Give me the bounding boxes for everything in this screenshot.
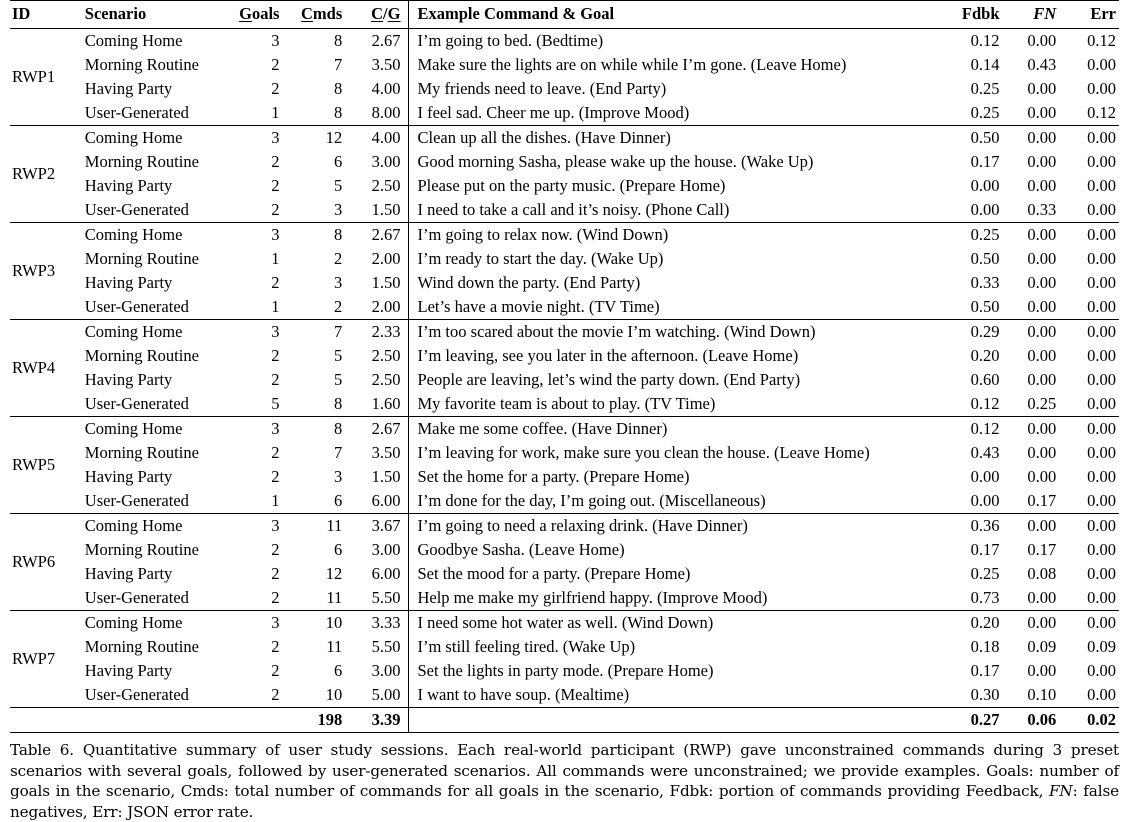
false-negatives: 0.00 [1027, 661, 1057, 680]
false-negatives: 0.00 [1027, 467, 1057, 486]
false-negatives: 0.00 [1027, 443, 1057, 462]
caption-text: Quantitative summary of user study sessions. Each real-world participant (RWP) gave unconstrained commands during 3 preset scenarios with several goals, followed by user-generated scenarios. All commands were unconstrained; we provide examples. Goals: number of goals in the scenario, Cmds: total number of commands for all goals in the scenario, Fdbk: portion of commands providing Feedback, FN: false negatives, Err: JSON error rate. [10, 741, 1119, 821]
example-command: I’m too scared about the movie I’m watching. (Wind Down) [409, 320, 943, 344]
commands-count: 8 [334, 79, 343, 98]
goals-count: 2 [271, 273, 280, 292]
table-row [10, 29, 1119, 54]
example-command: Make sure the lights are on while while I’m gone. (Leave Home) [409, 53, 943, 77]
commands-count: 6 [334, 491, 343, 510]
feedback-rate: 0.43 [970, 443, 1000, 462]
feedback-rate: 0.50 [970, 128, 1000, 147]
commands-count: 12 [325, 128, 343, 147]
false-negatives: 0.00 [1027, 31, 1057, 50]
commands-count: 3 [334, 273, 343, 292]
example-command: I feel sad. Cheer me up. (Improve Mood) [409, 101, 943, 126]
column-header-fn: FN [1006, 1, 1063, 29]
goals-count: 2 [271, 540, 280, 559]
cg-mnemonic-c: C [371, 4, 384, 23]
scenario-name: Having Party [84, 467, 173, 486]
error-rate: 0.12 [1087, 103, 1116, 122]
false-negatives: 0.33 [1027, 200, 1057, 219]
feedback-rate: 0.25 [970, 564, 1000, 583]
feedback-rate: 0.00 [970, 176, 1000, 195]
commands-count: 7 [334, 55, 343, 74]
error-rate: 0.00 [1087, 128, 1116, 147]
commands-count: 10 [325, 685, 343, 704]
commands-count: 10 [325, 613, 343, 632]
goals-count: 3 [271, 225, 280, 244]
scenario-name: User-Generated [84, 394, 189, 413]
error-rate: 0.00 [1087, 685, 1116, 704]
goals-mnemonic-letter: G [239, 4, 252, 23]
example-command: I want to have soup. (Mealtime) [409, 683, 943, 708]
false-negatives: 0.00 [1027, 79, 1057, 98]
scenario-name: User-Generated [84, 588, 189, 607]
goals-count: 2 [271, 661, 280, 680]
cmds-per-goal: 2.67 [371, 31, 401, 50]
goals-count: 3 [271, 419, 280, 438]
participant-id: RWP2 [12, 164, 56, 183]
scenario-name: Morning Routine [84, 152, 199, 171]
participant-id: RWP1 [12, 67, 56, 86]
scenario-name: Morning Routine [84, 346, 199, 365]
scenario-name: User-Generated [84, 200, 189, 219]
cmds-per-goal: 3.00 [371, 540, 401, 559]
example-command: Clean up all the dishes. (Have Dinner) [409, 126, 943, 150]
feedback-rate: 0.25 [970, 79, 1000, 98]
goals-count: 1 [271, 103, 280, 122]
table-row [10, 562, 1119, 586]
error-rate: 0.00 [1087, 491, 1116, 510]
error-rate: 0.00 [1087, 79, 1116, 98]
commands-count: 6 [334, 661, 343, 680]
false-negatives: 0.43 [1027, 55, 1057, 74]
feedback-rate: 0.12 [970, 419, 1000, 438]
cmds-per-goal: 2.33 [371, 322, 401, 341]
cmds-per-goal: 2.67 [371, 225, 401, 244]
example-command: My favorite team is about to play. (TV Time) [409, 392, 943, 417]
table-row [10, 174, 1119, 198]
table-row [10, 441, 1119, 465]
cmds-per-goal: 2.67 [371, 419, 401, 438]
false-negatives: 0.00 [1027, 128, 1057, 147]
goals-count: 3 [271, 613, 280, 632]
cmds-per-goal: 3.00 [371, 152, 401, 171]
table-row [10, 611, 1119, 635]
cmds-per-goal: 3.50 [371, 443, 401, 462]
table-row [10, 198, 1119, 223]
cmds-per-goal: 1.50 [371, 200, 401, 219]
example-command: Set the mood for a party. (Prepare Home) [409, 562, 943, 586]
scenario-name: Coming Home [84, 225, 183, 244]
feedback-rate: 0.25 [970, 103, 1000, 122]
goals-count: 2 [271, 152, 280, 171]
example-command: People are leaving, let’s wind the party down. (End Party) [409, 368, 943, 392]
feedback-rate: 0.00 [970, 491, 1000, 510]
table-row [10, 465, 1119, 489]
goals-count: 2 [271, 588, 280, 607]
feedback-rate: 0.12 [970, 31, 1000, 50]
cmds-per-goal: 8.00 [371, 103, 401, 122]
feedback-rate: 0.17 [970, 152, 1000, 171]
feedback-rate: 0.20 [970, 346, 1000, 365]
table-row [10, 247, 1119, 271]
table-row [10, 489, 1119, 514]
cg-mnemonic-g: G [387, 4, 401, 23]
scenario-name: Morning Routine [84, 55, 199, 74]
false-negatives: 0.00 [1027, 225, 1057, 244]
goals-count: 2 [271, 176, 280, 195]
error-rate: 0.00 [1087, 152, 1116, 171]
goals-count: 2 [271, 55, 280, 74]
table-row [10, 392, 1119, 417]
goals-count: 1 [271, 297, 280, 316]
table-total-row [10, 708, 1119, 733]
false-negatives: 0.00 [1027, 322, 1057, 341]
example-command: Wind down the party. (End Party) [409, 271, 943, 295]
example-command: I’m ready to start the day. (Wake Up) [409, 247, 943, 271]
false-negatives: 0.00 [1027, 346, 1057, 365]
example-command: Make me some coffee. (Have Dinner) [409, 417, 943, 441]
feedback-rate: 0.14 [970, 55, 1000, 74]
example-command: Set the lights in party mode. (Prepare Home) [409, 659, 943, 683]
cg-slash: / [383, 4, 388, 23]
cmds-per-goal: 5.50 [371, 588, 401, 607]
total-cmds: 198 [287, 708, 351, 733]
scenario-name: User-Generated [84, 685, 189, 704]
feedback-rate: 0.25 [970, 225, 1000, 244]
column-header-goals [225, 1, 288, 29]
participant-id: RWP7 [12, 649, 56, 668]
scenario-name: Having Party [84, 273, 173, 292]
false-negatives: 0.00 [1027, 516, 1057, 535]
commands-count: 5 [334, 370, 343, 389]
table-row [10, 77, 1119, 101]
false-negatives: 0.00 [1027, 249, 1057, 268]
example-command: Good morning Sasha, please wake up the house. (Wake Up) [409, 150, 943, 174]
error-rate: 0.00 [1087, 516, 1116, 535]
example-command: I need to take a call and it’s noisy. (Phone Call) [409, 198, 943, 223]
commands-count: 8 [334, 31, 343, 50]
feedback-rate: 0.50 [970, 297, 1000, 316]
error-rate: 0.00 [1087, 370, 1116, 389]
total-cg: 3.39 [351, 708, 409, 733]
cmds-per-goal: 1.60 [371, 394, 401, 413]
error-rate: 0.00 [1087, 661, 1116, 680]
error-rate: 0.00 [1087, 273, 1116, 292]
commands-count: 11 [326, 637, 343, 656]
false-negatives: 0.00 [1027, 297, 1057, 316]
column-header-cmds [287, 1, 351, 29]
error-rate: 0.00 [1087, 346, 1116, 365]
example-command: I’m going to bed. (Bedtime) [409, 29, 943, 54]
cmds-per-goal: 3.33 [371, 613, 401, 632]
scenario-name: Coming Home [84, 128, 183, 147]
column-header-fdbk: Fdbk [943, 1, 1006, 29]
goals-count: 3 [271, 516, 280, 535]
table-row [10, 586, 1119, 611]
table-row [10, 101, 1119, 126]
scenario-name: Morning Routine [84, 540, 199, 559]
quantitative-summary-table [10, 0, 1119, 733]
table-row [10, 53, 1119, 77]
error-rate: 0.09 [1087, 637, 1116, 656]
table-header-row [10, 1, 1119, 29]
goals-count: 2 [271, 79, 280, 98]
error-rate: 0.00 [1087, 176, 1116, 195]
error-rate: 0.00 [1087, 588, 1116, 607]
total-scen [73, 708, 225, 733]
total-err: 0.02 [1062, 708, 1119, 733]
false-negatives: 0.25 [1027, 394, 1057, 413]
table-row [10, 271, 1119, 295]
scenario-name: Coming Home [84, 31, 183, 50]
total-id [10, 708, 73, 733]
feedback-rate: 0.17 [970, 540, 1000, 559]
participant-id: RWP5 [12, 455, 56, 474]
goals-count: 2 [271, 443, 280, 462]
goals-count: 1 [271, 491, 280, 510]
cmds-mnemonic-letter: C [301, 4, 313, 23]
scenario-name: Having Party [84, 370, 173, 389]
table-row [10, 659, 1119, 683]
false-negatives: 0.00 [1027, 152, 1057, 171]
cmds-per-goal: 1.50 [371, 273, 401, 292]
example-command: Please put on the party music. (Prepare Home) [409, 174, 943, 198]
scenario-name: Morning Routine [84, 249, 199, 268]
cmds-per-goal: 6.00 [371, 491, 401, 510]
goals-count: 3 [271, 322, 280, 341]
commands-count: 11 [326, 516, 343, 535]
example-command: I’m done for the day, I’m going out. (Miscellaneous) [409, 489, 943, 514]
commands-count: 6 [334, 540, 343, 559]
commands-count: 8 [334, 419, 343, 438]
example-command: I need some hot water as well. (Wind Down) [409, 611, 943, 635]
cmds-per-goal: 3.67 [371, 516, 401, 535]
error-rate: 0.12 [1087, 31, 1116, 50]
caption-number: Table 6. [10, 741, 75, 759]
scenario-name: Coming Home [84, 322, 183, 341]
feedback-rate: 0.73 [970, 588, 1000, 607]
false-negatives: 0.00 [1027, 273, 1057, 292]
false-negatives: 0.09 [1027, 637, 1057, 656]
feedback-rate: 0.00 [970, 200, 1000, 219]
example-command: Set the home for a party. (Prepare Home) [409, 465, 943, 489]
error-rate: 0.00 [1087, 249, 1116, 268]
table-row [10, 538, 1119, 562]
commands-count: 8 [334, 225, 343, 244]
commands-count: 6 [334, 152, 343, 171]
goals-count: 2 [271, 370, 280, 389]
error-rate: 0.00 [1087, 564, 1116, 583]
error-rate: 0.00 [1087, 55, 1116, 74]
example-command: Let’s have a movie night. (TV Time) [409, 295, 943, 320]
cmds-per-goal: 1.50 [371, 467, 401, 486]
cmds-per-goal: 2.50 [371, 176, 401, 195]
table-row [10, 344, 1119, 368]
false-negatives: 0.00 [1027, 613, 1057, 632]
table-row [10, 320, 1119, 344]
participant-id: RWP6 [12, 552, 56, 571]
goals-count: 3 [271, 128, 280, 147]
total-goals [225, 708, 288, 733]
cmds-per-goal: 4.00 [371, 79, 401, 98]
feedback-rate: 0.60 [970, 370, 1000, 389]
table-row [10, 683, 1119, 708]
commands-count: 8 [334, 103, 343, 122]
cmds-per-goal: 6.00 [371, 564, 401, 583]
error-rate: 0.00 [1087, 467, 1116, 486]
scenario-name: User-Generated [84, 103, 189, 122]
commands-count: 11 [326, 588, 343, 607]
error-rate: 0.00 [1087, 297, 1116, 316]
scenario-name: User-Generated [84, 297, 189, 316]
commands-count: 7 [334, 322, 343, 341]
example-command: I’m going to relax now. (Wind Down) [409, 223, 943, 247]
commands-count: 7 [334, 443, 343, 462]
table-row [10, 223, 1119, 247]
scenario-name: Coming Home [84, 516, 183, 535]
table-row [10, 417, 1119, 441]
false-negatives: 0.00 [1027, 419, 1057, 438]
example-command: I’m still feeling tired. (Wake Up) [409, 635, 943, 659]
scenario-name: Having Party [84, 564, 173, 583]
commands-count: 8 [334, 394, 343, 413]
commands-count: 5 [334, 176, 343, 195]
table-caption [10, 740, 1119, 822]
example-command: Help me make my girlfriend happy. (Improve Mood) [409, 586, 943, 611]
goals-count: 3 [271, 31, 280, 50]
table-row [10, 635, 1119, 659]
example-command: I’m leaving for work, make sure you clean the house. (Leave Home) [409, 441, 943, 465]
false-negatives: 0.10 [1027, 685, 1057, 704]
goals-label-rest: oals [251, 4, 280, 23]
cmds-per-goal: 4.00 [371, 128, 401, 147]
feedback-rate: 0.33 [970, 273, 1000, 292]
feedback-rate: 0.36 [970, 516, 1000, 535]
cmds-per-goal: 3.00 [371, 661, 401, 680]
scenario-name: Coming Home [84, 419, 183, 438]
scenario-name: Having Party [84, 661, 173, 680]
false-negatives: 0.17 [1027, 540, 1057, 559]
commands-count: 2 [334, 297, 343, 316]
table-row [10, 126, 1119, 150]
cmds-per-goal: 2.50 [371, 370, 401, 389]
goals-count: 2 [271, 685, 280, 704]
cmds-per-goal: 5.00 [371, 685, 401, 704]
goals-count: 1 [271, 249, 280, 268]
error-rate: 0.00 [1087, 200, 1116, 219]
cmds-per-goal: 2.00 [371, 249, 401, 268]
table-row [10, 368, 1119, 392]
false-negatives: 0.00 [1027, 176, 1057, 195]
example-command: My friends need to leave. (End Party) [409, 77, 943, 101]
participant-id: RWP4 [12, 358, 56, 377]
false-negatives: 0.00 [1027, 103, 1057, 122]
example-command: I’m going to need a relaxing drink. (Have Dinner) [409, 514, 943, 538]
false-negatives: 0.00 [1027, 588, 1057, 607]
error-rate: 0.00 [1087, 322, 1116, 341]
error-rate: 0.00 [1087, 419, 1116, 438]
cmds-per-goal: 3.50 [371, 55, 401, 74]
feedback-rate: 0.30 [970, 685, 1000, 704]
column-header-cg [351, 1, 409, 29]
total-fn: 0.06 [1006, 708, 1063, 733]
commands-count: 5 [334, 346, 343, 365]
commands-count: 3 [334, 467, 343, 486]
column-header-id: ID [10, 1, 73, 29]
example-command: I’m leaving, see you later in the afternoon. (Leave Home) [409, 344, 943, 368]
commands-count: 3 [334, 200, 343, 219]
total-fdbk: 0.27 [943, 708, 1006, 733]
commands-count: 12 [325, 564, 343, 583]
feedback-rate: 0.50 [970, 249, 1000, 268]
error-rate: 0.00 [1087, 613, 1116, 632]
feedback-rate: 0.29 [970, 322, 1000, 341]
column-header-example: Example Command & Goal [409, 1, 943, 29]
feedback-rate: 0.00 [970, 467, 1000, 486]
false-negatives: 0.17 [1027, 491, 1057, 510]
total-example [409, 708, 943, 733]
scenario-name: Morning Routine [84, 637, 199, 656]
goals-count: 5 [271, 394, 280, 413]
goals-count: 2 [271, 637, 280, 656]
error-rate: 0.00 [1087, 394, 1116, 413]
scenario-name: Having Party [84, 79, 173, 98]
table-row [10, 150, 1119, 174]
feedback-rate: 0.12 [970, 394, 1000, 413]
goals-count: 2 [271, 467, 280, 486]
table-body [10, 29, 1119, 708]
goals-count: 2 [271, 200, 280, 219]
cmds-per-goal: 5.50 [371, 637, 401, 656]
column-header-err: Err [1062, 1, 1119, 29]
table-row [10, 514, 1119, 538]
scenario-name: User-Generated [84, 491, 189, 510]
cmds-per-goal: 2.50 [371, 346, 401, 365]
error-rate: 0.00 [1087, 225, 1116, 244]
column-header-scenario: Scenario [73, 1, 225, 29]
scenario-name: Morning Routine [84, 443, 199, 462]
scenario-name: Having Party [84, 176, 173, 195]
goals-count: 2 [271, 346, 280, 365]
false-negatives: 0.00 [1027, 370, 1057, 389]
scenario-name: Coming Home [84, 613, 183, 632]
commands-count: 2 [334, 249, 343, 268]
feedback-rate: 0.20 [970, 613, 1000, 632]
feedback-rate: 0.18 [970, 637, 1000, 656]
table-row [10, 295, 1119, 320]
error-rate: 0.00 [1087, 443, 1116, 462]
example-command: Goodbye Sasha. (Leave Home) [409, 538, 943, 562]
goals-count: 2 [271, 564, 280, 583]
cmds-label-rest: mds [312, 4, 343, 23]
feedback-rate: 0.17 [970, 661, 1000, 680]
error-rate: 0.00 [1087, 540, 1116, 559]
participant-id: RWP3 [12, 261, 56, 280]
false-negatives: 0.08 [1027, 564, 1057, 583]
cmds-per-goal: 2.00 [371, 297, 401, 316]
